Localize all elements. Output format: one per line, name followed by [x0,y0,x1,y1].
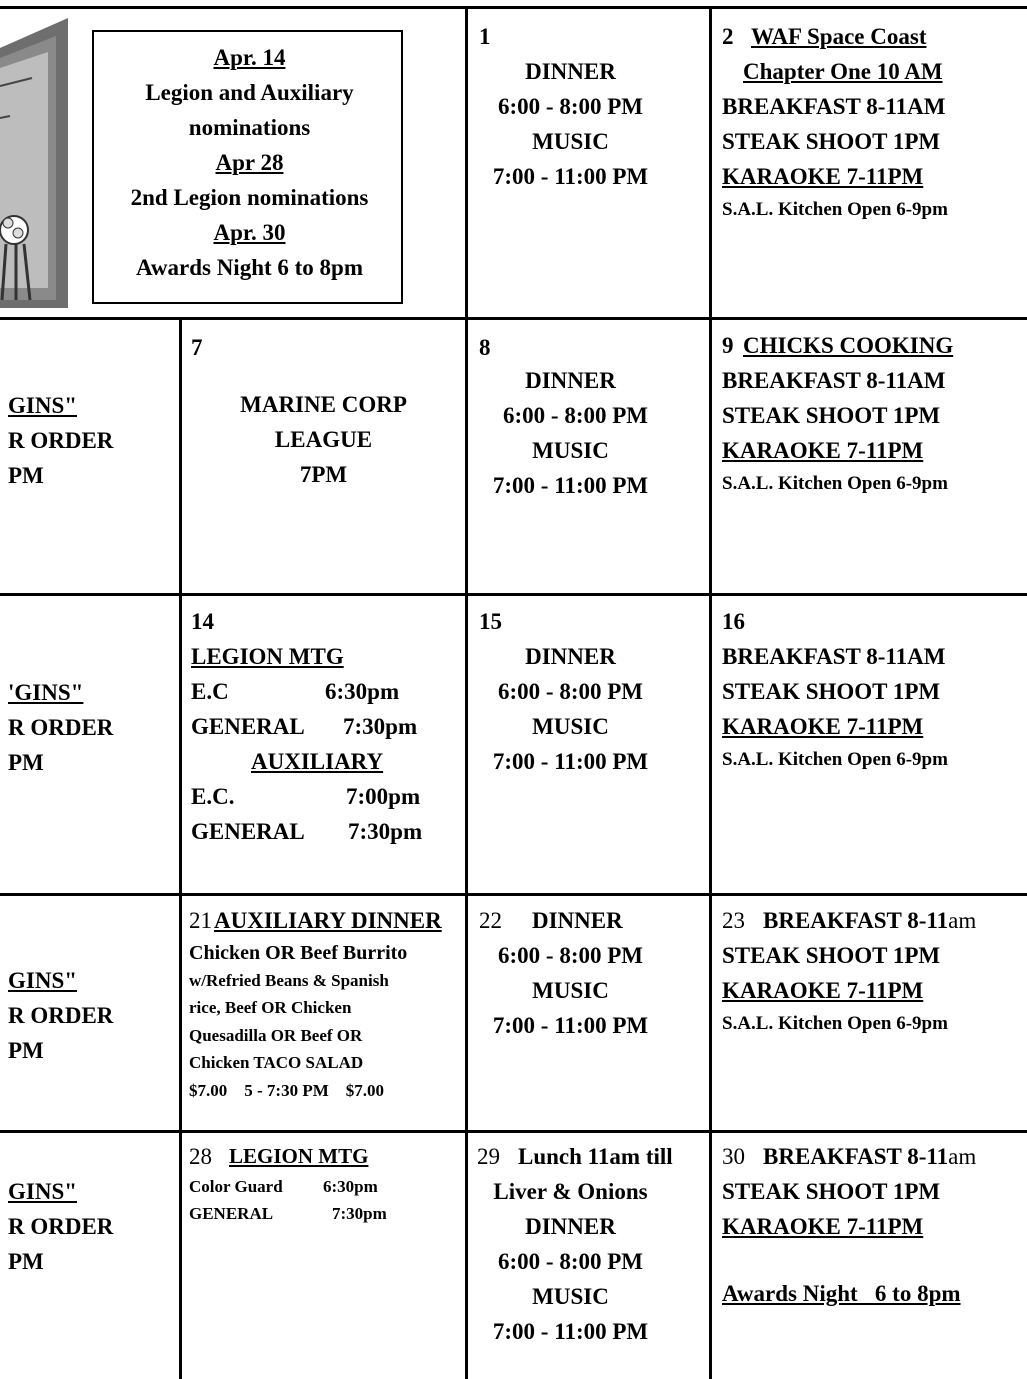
day-21-line-6: $7.00 5 - 7:30 PM $7.00 [189,1081,385,1100]
day-29-line-5: 7:00 - 11:00 PM [492,1319,649,1344]
day-14-ec-label: E.C [191,679,229,704]
day-14-aux-ec-label: E.C. [191,784,235,809]
left-frag-r5-3: PM [8,1249,44,1274]
day-29-number: 29 [477,1144,500,1169]
day-2-breakfast: BREAKFAST 8-11AM [722,94,946,119]
day-7-line-1: MARINE CORP [240,392,407,417]
day-28-legion-mtg: LEGION MTG [229,1144,369,1168]
day-21-line-4: Quesadilla OR Beef OR [189,1026,363,1045]
day-1-line-2: 6:00 - 8:00 PM [498,94,643,119]
row-divider-1 [0,317,1027,320]
notes-date-2: Apr 28 [215,150,284,175]
day-14-number: 14 [191,609,214,634]
day-30-breakfast-am: am [948,1144,977,1169]
clipart-image [0,18,68,308]
day-16-breakfast: BREAKFAST 8-11AM [722,644,946,669]
day-7-line-2: LEAGUE [274,427,373,452]
day-29-lunch: Lunch 11am till [518,1144,673,1169]
left-frag-r2-1: GINS" [8,393,78,418]
day-21-title: AUXILIARY DINNER [214,908,442,933]
day-30-karaoke: KARAOKE 7-11PM [722,1214,924,1239]
day-9-kitchen: S.A.L. Kitchen Open 6-9pm [722,473,948,494]
day-21-line-1: Chicken OR Beef Burrito [189,942,408,964]
day-7-line-3: 7PM [299,462,348,487]
day-9-karaoke: KARAOKE 7-11PM [722,438,924,463]
day-23-breakfast [763,903,976,938]
day-15-line-4: 7:00 - 11:00 PM [492,749,649,774]
day-7-number: 7 [191,335,203,360]
left-frag-r4-1: GINS" [8,968,78,993]
day-16-karaoke: KARAOKE 7-11PM [722,714,924,739]
day-16-kitchen: S.A.L. Kitchen Open 6-9pm [722,749,948,770]
day-22-line-1: 6:00 - 8:00 PM [498,943,643,968]
day-15-line-3: MUSIC [532,714,609,739]
day-2-event-line-2: Chapter One 10 AM [743,59,943,84]
day-30-breakfast-text: BREAKFAST 8-11 [763,1144,949,1169]
day-22-line-2: MUSIC [532,978,609,1003]
left-frag-r4-2: R ORDER [8,1003,114,1028]
day-28-color-guard-label: Color Guard [189,1177,283,1196]
notes-box [92,30,403,304]
notes-date-3: Apr. 30 [213,220,286,245]
day-1-line-4: 7:00 - 11:00 PM [492,164,649,189]
day-8-line-3: MUSIC [532,438,609,463]
day-28-general-time: 7:30pm [332,1204,387,1223]
left-frag-r3-3: PM [8,750,44,775]
notes-line-3: nominations [188,115,311,140]
left-frag-r2-3: PM [8,463,44,488]
day-29-line-2: DINNER [525,1214,616,1239]
row-divider-3 [0,893,1027,896]
day-22-number: 22 [479,908,502,933]
day-23-breakfast-text: BREAKFAST 8-11 [763,908,949,933]
day-1-line-1: DINNER [525,59,616,84]
day-15-number: 15 [479,609,502,634]
day-28-general-label: GENERAL [189,1204,274,1223]
left-frag-r5-2: R ORDER [8,1214,114,1239]
day-14-auxiliary: AUXILIARY [251,749,384,774]
day-1-line-3: MUSIC [532,129,609,154]
day-2-karaoke: KARAOKE 7-11PM [722,164,924,189]
notes-line-2: Legion and Auxiliary [145,80,354,105]
notes-line-5: 2nd Legion nominations [130,185,369,210]
day-23-breakfast-am: am [948,908,977,933]
day-14-ec-time: 6:30pm [325,679,400,704]
day-28-color-guard-time: 6:30pm [323,1177,378,1196]
day-21-line-2: w/Refried Beans & Spanish [189,971,389,990]
day-30-number: 30 [722,1144,745,1169]
day-23-steak-shoot: STEAK SHOOT 1PM [722,943,941,968]
top-border [0,6,1027,9]
day-28-number: 28 [189,1144,212,1169]
day-29-line-4: MUSIC [532,1284,609,1309]
day-29-line-3: 6:00 - 8:00 PM [498,1249,643,1274]
day-2-number: 2 [722,24,734,49]
day-2-event-line-1: WAF Space Coast [751,24,927,49]
day-16-number: 16 [722,609,745,634]
day-8-line-1: DINNER [525,368,616,393]
notes-date-1: Apr. 14 [213,45,286,70]
day-14-aux-ec-time: 7:00pm [346,784,421,809]
day-15-line-1: DINNER [525,644,616,669]
day-14-legion-mtg: LEGION MTG [191,644,344,669]
day-9-steak-shoot: STEAK SHOOT 1PM [722,403,941,428]
day-9-breakfast: BREAKFAST 8-11AM [722,368,946,393]
day-9-event: CHICKS COOKING [743,333,954,358]
day-14-general-label: GENERAL [191,714,305,739]
day-29-line-1: Liver & Onions [493,1179,648,1204]
day-23-karaoke: KARAOKE 7-11PM [722,978,924,1003]
day-9-number: 9 [722,333,734,358]
left-frag-r3-2: R ORDER [8,715,114,740]
day-21-line-3: rice, Beef OR Chicken [189,998,352,1017]
day-8-number: 8 [479,335,491,360]
col-divider-c [709,6,712,1379]
left-frag-r3-1: 'GINS" [8,680,84,705]
notes-line-7: Awards Night 6 to 8pm [135,255,364,280]
left-frag-r5-1: GINS" [8,1179,78,1204]
day-22-dinner: DINNER [532,908,623,933]
day-30-breakfast [763,1139,976,1174]
day-15-line-2: 6:00 - 8:00 PM [498,679,643,704]
row-divider-2 [0,593,1027,596]
row-divider-4 [0,1130,1027,1133]
day-2-steak-shoot: STEAK SHOOT 1PM [722,129,941,154]
day-23-number: 23 [722,908,745,933]
day-23-kitchen: S.A.L. Kitchen Open 6-9pm [722,1013,948,1034]
day-14-aux-general-label: GENERAL [191,819,305,844]
day-30-awards-night: Awards Night 6 to 8pm [722,1281,961,1306]
left-frag-r2-2: R ORDER [8,428,114,453]
day-8-line-2: 6:00 - 8:00 PM [503,403,648,428]
day-14-general-time: 7:30pm [343,714,418,739]
day-22-line-3: 7:00 - 11:00 PM [492,1013,649,1038]
day-2-kitchen: S.A.L. Kitchen Open 6-9pm [722,199,948,220]
day-8-line-4: 7:00 - 11:00 PM [492,473,649,498]
day-16-steak-shoot: STEAK SHOOT 1PM [722,679,941,704]
day-21-line-5: Chicken TACO SALAD [189,1053,364,1072]
day-14-aux-general-time: 7:30pm [348,819,423,844]
day-30-steak-shoot: STEAK SHOOT 1PM [722,1179,941,1204]
day-1-number: 1 [479,24,491,49]
day-21-number: 21 [189,908,212,933]
left-frag-r4-3: PM [8,1038,44,1063]
